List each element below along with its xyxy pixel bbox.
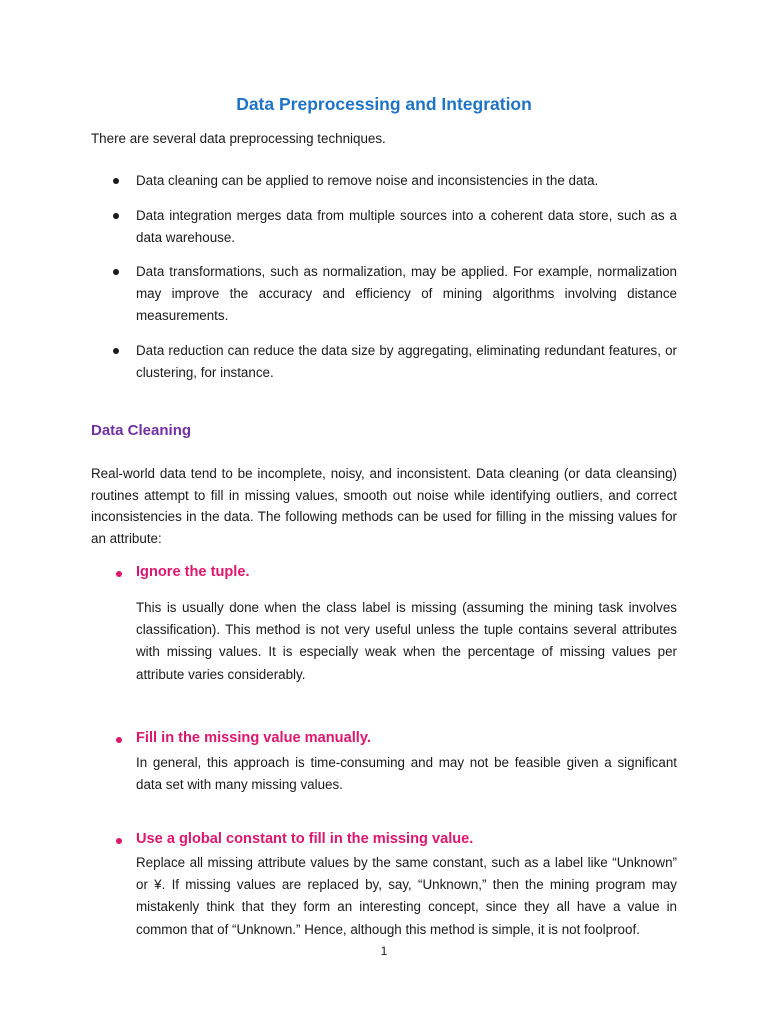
method-title: Ignore the tuple. (136, 564, 250, 580)
method-description: In general, this approach is time-consuming and may not be feasible given a significant data set with many missing values. (136, 755, 677, 793)
document-title: Data Preprocessing and Integration (236, 94, 532, 114)
bullet-icon (113, 348, 119, 354)
list-item-text: Data transformations, such as normalization, may be applied. For example, normalization may improve the accuracy and efficiency of mining algorithms involving distance measurements. (136, 264, 677, 323)
list-item (91, 340, 677, 384)
bullet-icon (116, 838, 122, 844)
list-item (91, 205, 677, 249)
bullet-icon (113, 178, 119, 184)
method-description: This is usually done when the class label is missing (assuming the mining task involves classification). This method is not very useful unless the tuple contains several attributes with missing values. It is especially weak when the percentage of missing values per attribute varies considerably. (136, 600, 677, 682)
method-description: Replace all missing attribute values by the same constant, such as a label like “Unknown” or ¥. If missing values are replaced by, say, “Unknown,” then the mining program may mistakenly think that they form an interesting concept, since they all have a value in common that of “Unknown.” Hence, although this method is simple, it is not foolproof. (136, 855, 677, 937)
list-item-text: Data reduction can reduce the data size by aggregating, eliminating redundant features, or clustering, for instance. (136, 343, 677, 380)
bullet-icon (116, 737, 122, 743)
method-title: Fill in the missing value manually. (136, 730, 371, 746)
page-number: 1 (380, 944, 388, 958)
list-item-text: Data integration merges data from multiple sources into a coherent data store, such as a data warehouse. (136, 208, 677, 245)
bullet-icon (113, 269, 119, 275)
section-heading: Data Cleaning (91, 422, 192, 439)
section-paragraph: Real-world data tend to be incomplete, noisy, and inconsistent. Data cleaning (or data cleansing) routines attempt to fill in missing values, smooth out noise while identifying outliers, and correct inconsistencies in the data. The following methods can be used for filling in the missing values for an attribute: (91, 466, 677, 547)
list-item (91, 170, 677, 192)
list-item-text: Data cleaning can be applied to remove noise and inconsistencies in the data. (136, 173, 599, 188)
list-item (91, 261, 677, 327)
bullet-icon (116, 571, 122, 577)
bullet-icon (113, 213, 119, 219)
method-title: Use a global constant to fill in the missing value. (136, 831, 474, 847)
intro-text: There are several data preprocessing techniques. (91, 131, 386, 146)
